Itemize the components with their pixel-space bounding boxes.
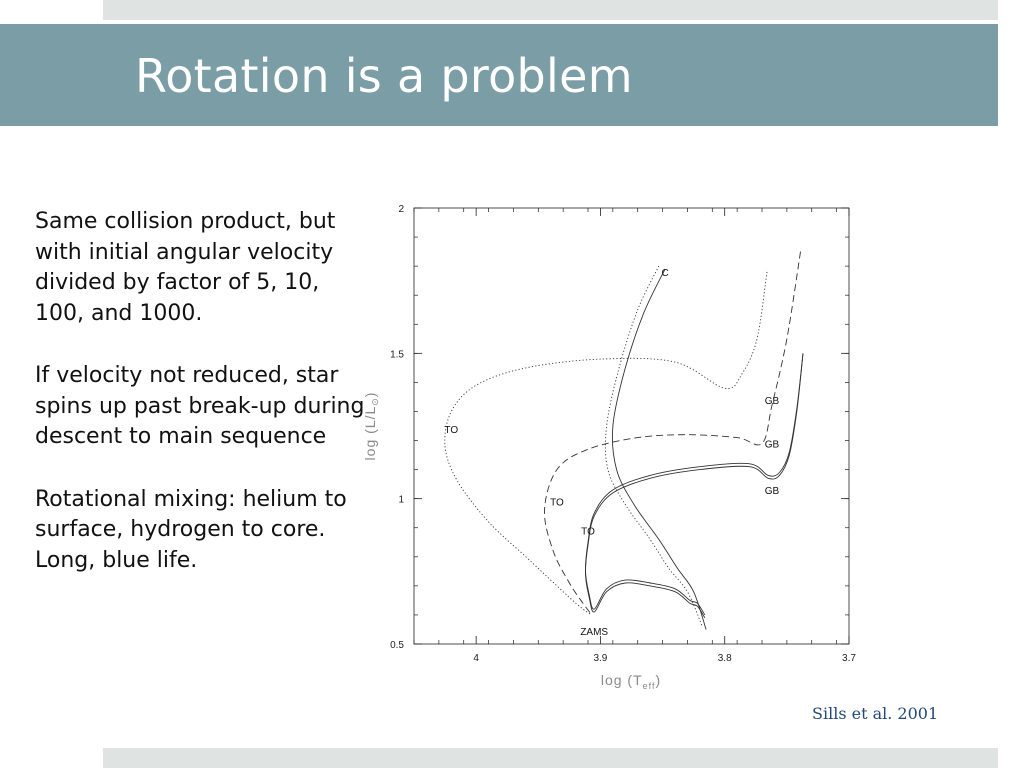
- annotation-label: C: [661, 267, 669, 279]
- annotation-label: TO: [550, 497, 564, 509]
- annotation-label: ZAMS: [580, 626, 609, 638]
- bullet-list: [35, 207, 365, 608]
- x-tick-label: 3.7: [842, 653, 856, 664]
- annotation-label: TO: [581, 526, 595, 538]
- annotation-label: GB: [764, 395, 780, 407]
- plot-frame: [414, 208, 849, 644]
- x-tick-label: 4: [473, 653, 479, 664]
- slide-title: Rotation is a problem: [135, 49, 633, 103]
- y-axis-label: $\log (L/L_⊙)$: [362, 391, 380, 461]
- chart-svg: [355, 195, 865, 700]
- series-line-solid: [585, 353, 803, 615]
- bullet-text: If velocity not reduced, star spins up past break-up during descent to main sequence: [35, 363, 365, 449]
- annotation-label: GB: [764, 485, 780, 497]
- x-axis-label: $\log (T_{eff})$: [600, 672, 662, 691]
- y-tick-label: 0.5: [390, 640, 404, 651]
- bottom-decor-strip: [103, 748, 998, 768]
- annotation-label: TO: [444, 424, 459, 436]
- bullet-text: Same collision product, but with initial angular velocity divided by factor of 5, 10, 100, and 1000.: [35, 209, 336, 326]
- series-line-solid: [612, 269, 706, 630]
- x-tick-label: 3.9: [593, 653, 608, 664]
- annotation-label: GB: [764, 439, 780, 451]
- series-line-dotted: [605, 266, 702, 626]
- citation: Sills et al. 2001: [812, 704, 939, 723]
- y-tick-label: 1: [398, 494, 404, 506]
- y-tick-label: 2: [398, 204, 404, 215]
- top-decor-strip: [103, 0, 998, 20]
- x-tick-label: 3.8: [717, 653, 732, 664]
- hr-diagram-chart: [355, 195, 865, 704]
- y-tick-label: 1.5: [390, 349, 404, 361]
- bullet-text: Rotational mixing: helium to surface, hydrogen to core. Long, blue life.: [35, 486, 347, 573]
